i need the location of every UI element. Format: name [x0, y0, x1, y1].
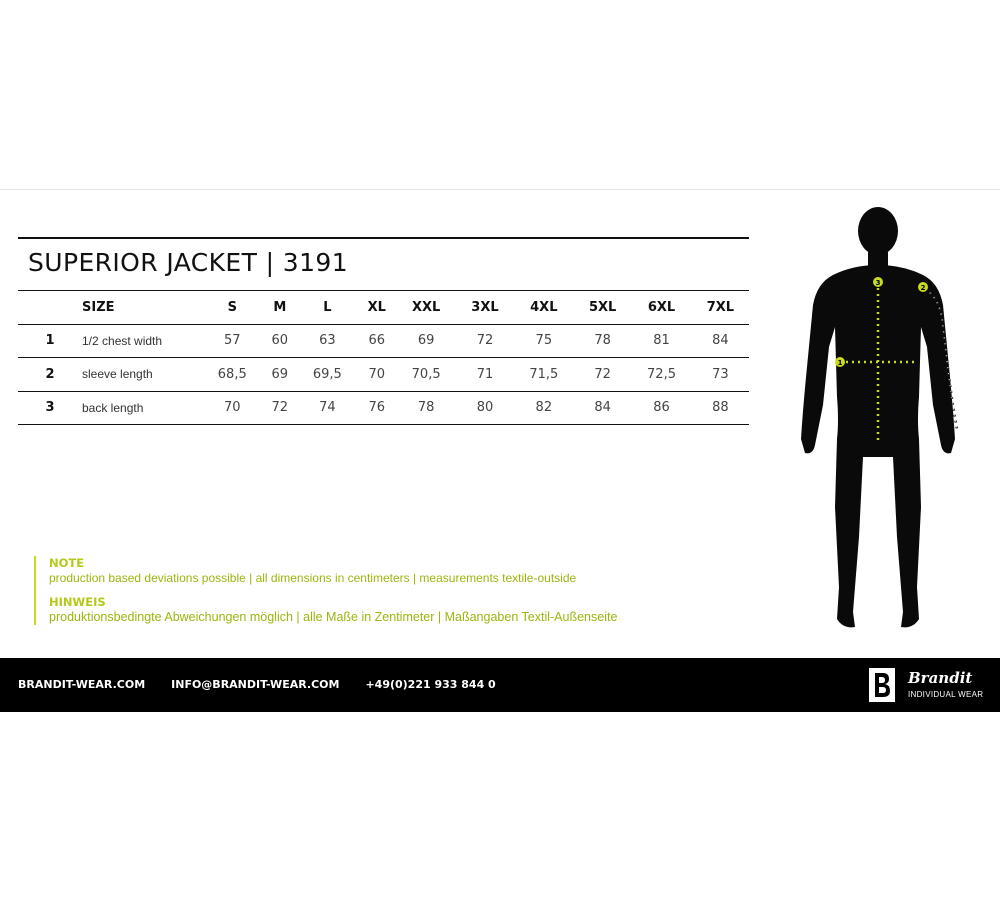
row-label: sleeve length	[82, 367, 153, 382]
table-cell: 60	[271, 333, 289, 349]
email-link[interactable]: INFO@BRANDIT-WEAR.COM	[171, 678, 340, 691]
table-cell: 84	[594, 400, 611, 416]
brandit-logo-icon	[869, 668, 895, 702]
table-cell: 78	[594, 333, 611, 349]
size-header-label: SIZE	[82, 299, 115, 315]
note-text: production based deviations possible | all dimensions in centimeters | measurements textile-outside	[49, 571, 577, 585]
table-cell: 74	[319, 400, 336, 416]
marker-3	[873, 277, 883, 287]
svg-text:1: 1	[837, 359, 843, 367]
table-cell: 70	[368, 366, 386, 382]
row-label: 1/2 chest width	[82, 333, 163, 348]
size-header-row	[18, 291, 749, 325]
size-col-header: M	[273, 299, 287, 315]
table-cell: 69	[417, 333, 435, 349]
table-cell: 73	[712, 366, 729, 382]
product-title: SUPERIOR JACKET | 3191	[28, 248, 349, 277]
table-cell: 86	[653, 400, 670, 416]
table-cell: 80	[476, 400, 494, 416]
table-cell: 66	[368, 333, 386, 349]
table-row	[18, 358, 749, 392]
brand-name: Brandit	[908, 669, 973, 687]
marker-1	[835, 357, 845, 367]
phone-number[interactable]: +49(0)221 933 844 0	[365, 678, 496, 691]
row-label: back length	[82, 400, 144, 415]
footer-contacts	[18, 678, 496, 691]
size-col-header: L	[323, 299, 332, 315]
table-row	[18, 391, 749, 425]
table-cell: 75	[535, 333, 553, 349]
size-col-header: S	[227, 299, 237, 315]
table-row	[18, 324, 749, 358]
table-cell: 72,5	[647, 366, 676, 382]
size-table	[18, 290, 749, 425]
website-link[interactable]: BRANDIT-WEAR.COM	[18, 678, 146, 691]
table-cell: 70	[223, 400, 241, 416]
marker-2	[918, 282, 928, 292]
table-cell: 70,5	[411, 366, 441, 382]
table-cell: 81	[653, 333, 670, 349]
size-col-header: XXL	[411, 299, 441, 315]
notes-block	[34, 556, 617, 625]
size-chart-sheet	[0, 189, 1000, 712]
table-cell: 72	[271, 400, 289, 416]
hinweis-text: produktionsbedingte Abweichungen möglich | alle Maße in Zentimeter | Maßangaben Textil-Außenseite	[49, 610, 618, 624]
title-rule	[18, 237, 749, 239]
table-cell: 82	[535, 400, 553, 416]
size-col-header: 7XL	[706, 299, 735, 315]
size-col-header: 6XL	[647, 299, 676, 315]
table-cell: 84	[712, 333, 729, 349]
size-col-header: XL	[367, 299, 386, 315]
size-col-header: 5XL	[588, 299, 617, 315]
svg-text:2: 2	[920, 284, 926, 292]
table-cell: 57	[223, 333, 241, 349]
table-cell: 72	[594, 366, 611, 382]
table-cell: 69,5	[312, 366, 342, 382]
table-cell: 72	[476, 333, 494, 349]
brand-tagline: INDIVIDUAL WEAR	[908, 690, 984, 699]
table-cell: 68,5	[217, 366, 247, 382]
index-header	[18, 291, 82, 325]
row-index: 2	[45, 366, 55, 382]
row-index: 1	[45, 333, 55, 349]
table-cell: 71,5	[529, 366, 559, 382]
body-silhouette	[801, 207, 955, 627]
measurement-figure	[793, 207, 968, 637]
table-cell: 76	[368, 400, 386, 416]
size-col-header: 4XL	[530, 299, 558, 315]
table-cell: 78	[417, 400, 435, 416]
footer-bar	[0, 658, 1000, 712]
table-cell: 63	[319, 333, 336, 349]
table-cell: 88	[712, 400, 729, 416]
size-col-header: 3XL	[471, 299, 499, 315]
row-index: 3	[45, 400, 55, 416]
table-cell: 69	[271, 366, 289, 382]
table-cell: 71	[476, 366, 494, 382]
hinweis-heading: HINWEIS	[49, 595, 106, 609]
note-heading: NOTE	[49, 556, 85, 570]
svg-text:3: 3	[875, 279, 881, 287]
